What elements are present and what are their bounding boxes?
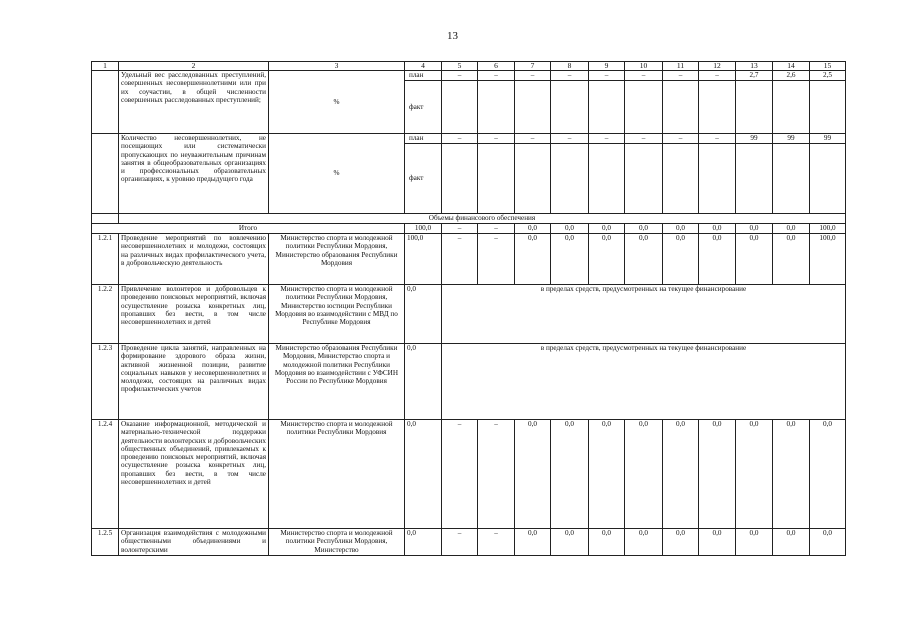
measure-text: Оказание информационной, методической и материально-технической поддержки деятельности волонтерских и добровольческих общественных объединений, привлекаемых к проведению поисковых мероприятий, включая осуществление розыска конкретных лиц, пропавших без вести, в том числе несовершеннолетних и детей xyxy=(119,420,269,529)
plan-value: – xyxy=(625,71,663,81)
header-cell: 13 xyxy=(736,62,773,71)
indicator-plan-row xyxy=(92,71,846,81)
measure-text: Проведение цикла занятий, направленных на формирование здорового образа жизни, активной жизненной позиции, развитие социальных навыков у несовершеннолетних и молодежи, состоящих на различных видах профилактических учетов xyxy=(119,344,269,420)
funding-note: в пределах средств, предусмотренных на текущее финансирование xyxy=(442,344,846,420)
plan-value: – xyxy=(442,134,478,144)
measure-value: 0,0 xyxy=(810,420,846,529)
plan-value: – xyxy=(589,71,625,81)
total-value: 0,0 xyxy=(625,224,663,234)
num-cell xyxy=(92,71,119,134)
measure-value: 0,0 xyxy=(551,420,589,529)
measure-num: 1.2.3 xyxy=(92,344,119,420)
indicator-unit: % xyxy=(269,71,405,134)
measure-text: Привлечение волонтеров и добровольцев к проведению поисковых мероприятий, включая осуществление розыска конкретных лиц, пропавших без вести, в том числе несовершеннолетних и детей xyxy=(119,285,269,344)
plan-value: 99 xyxy=(773,134,810,144)
total-value: 0,0 xyxy=(736,224,773,234)
plan-value: – xyxy=(515,134,551,144)
total-value: 100,0 xyxy=(405,224,442,234)
total-label: Итого xyxy=(92,224,405,234)
header-cell: 7 xyxy=(515,62,551,71)
header-cell: 1 xyxy=(92,62,119,71)
plan-value: – xyxy=(699,134,736,144)
measure-value: 0,0 xyxy=(405,344,442,420)
measure-value: 0,0 xyxy=(773,529,810,556)
measure-value: – xyxy=(442,529,478,556)
measure-value: 0,0 xyxy=(736,420,773,529)
measure-num: 1.2.4 xyxy=(92,420,119,529)
plan-value: – xyxy=(478,71,515,81)
measure-value: 0,0 xyxy=(810,529,846,556)
measure-row xyxy=(92,344,846,420)
total-value: 0,0 xyxy=(699,224,736,234)
header-cell: 4 xyxy=(405,62,442,71)
plan-value: – xyxy=(551,71,589,81)
measure-value: 0,0 xyxy=(625,420,663,529)
measure-value: 100,0 xyxy=(405,234,442,285)
header-cell: 11 xyxy=(663,62,699,71)
measure-value: 0,0 xyxy=(515,529,551,556)
header-cell: 2 xyxy=(119,62,269,71)
plan-value: – xyxy=(551,134,589,144)
header-row xyxy=(92,62,846,71)
plan-value: – xyxy=(478,134,515,144)
measure-executor: Министерство образования Республики Мордовия, Министерство спорта и молодежной политики Республики Мордовия во взаимодействии с УФСИН России по Республике Мордовия xyxy=(269,344,405,420)
measure-value: – xyxy=(478,529,515,556)
total-value: 0,0 xyxy=(663,224,699,234)
measure-value: 0,0 xyxy=(515,420,551,529)
measure-value: 0,0 xyxy=(405,285,442,344)
measure-value: 0,0 xyxy=(589,420,625,529)
plan-value: – xyxy=(663,134,699,144)
measure-value: 0,0 xyxy=(663,420,699,529)
measure-value: 0,0 xyxy=(663,529,699,556)
plan-label: план xyxy=(405,134,442,144)
plan-value: 99 xyxy=(736,134,773,144)
measure-value: 0,0 xyxy=(663,234,699,285)
total-value: 100,0 xyxy=(810,224,846,234)
num-cell xyxy=(92,214,119,224)
measure-num: 1.2.5 xyxy=(92,529,119,556)
program-table xyxy=(91,61,846,556)
measure-value: 0,0 xyxy=(405,420,442,529)
plan-value: – xyxy=(663,71,699,81)
funding-note: в пределах средств, предусмотренных на текущее финансирование xyxy=(442,285,846,344)
measure-row xyxy=(92,234,846,285)
measure-value: – xyxy=(478,234,515,285)
measure-row xyxy=(92,420,846,529)
measure-executor: Министерство спорта и молодежной политики Республики Мордовия, Министерство образования Республики Мордовия xyxy=(269,234,405,285)
measure-value: 0,0 xyxy=(773,234,810,285)
measure-value: 0,0 xyxy=(736,529,773,556)
measure-value: 0,0 xyxy=(405,529,442,556)
header-cell: 10 xyxy=(625,62,663,71)
total-row xyxy=(92,224,846,234)
header-cell: 9 xyxy=(589,62,625,71)
plan-value: 2,5 xyxy=(810,71,846,81)
measure-row xyxy=(92,285,846,344)
measure-value: 0,0 xyxy=(699,420,736,529)
measure-executor: Министерство спорта и молодежной политики Республики Мордовия, Министерство юстиции Республики Мордовия во взаимодействии с МВД по Республике Мордовия xyxy=(269,285,405,344)
measure-value: 0,0 xyxy=(773,420,810,529)
measure-value: – xyxy=(478,420,515,529)
plan-label: план xyxy=(405,71,442,81)
total-value: 0,0 xyxy=(589,224,625,234)
indicator-plan-row xyxy=(92,134,846,144)
num-cell xyxy=(92,134,119,214)
fact-label: факт xyxy=(405,144,442,214)
measure-executor: Министерство спорта и молодежной политики Республики Мордовия xyxy=(269,420,405,529)
plan-value: 2,6 xyxy=(773,71,810,81)
measure-num: 1.2.2 xyxy=(92,285,119,344)
header-cell: 15 xyxy=(810,62,846,71)
plan-value: 2,7 xyxy=(736,71,773,81)
measure-value: 0,0 xyxy=(551,529,589,556)
header-cell: 8 xyxy=(551,62,589,71)
plan-value: – xyxy=(699,71,736,81)
measure-value: 0,0 xyxy=(625,234,663,285)
total-value: 0,0 xyxy=(551,224,589,234)
total-value: – xyxy=(478,224,515,234)
header-cell: 12 xyxy=(699,62,736,71)
measure-executor: Министерство спорта и молодежной политики Республики Мордовия, Министерство xyxy=(269,529,405,556)
measure-text: Проведение мероприятий по вовлечению несовершеннолетних и молодежи, состоящих на различных видах профилактического учета, в добровольческую деятельность xyxy=(119,234,269,285)
page-number: 13 xyxy=(447,30,458,42)
measure-value: 0,0 xyxy=(699,529,736,556)
header-cell: 5 xyxy=(442,62,478,71)
funding-title-row xyxy=(92,214,846,224)
header-cell: 14 xyxy=(773,62,810,71)
plan-value: – xyxy=(442,71,478,81)
measure-value: 100,0 xyxy=(810,234,846,285)
measure-value: – xyxy=(442,420,478,529)
indicator-text: Количество несовершеннолетних, не посещающих или систематически пропускающих по неуважительным причинам занятия в общеобразовательных организациях и профессиональных образовательных организациях, к уровню предыдущего года xyxy=(119,134,269,214)
measure-value: 0,0 xyxy=(515,234,551,285)
plan-value: 99 xyxy=(810,134,846,144)
total-value: – xyxy=(442,224,478,234)
measure-row xyxy=(92,529,846,556)
indicator-text: Удельный вес расследованных преступлений, совершенных несовершеннолетними или при их соучастии, в общей численности совершенных расследованных преступлений; xyxy=(119,71,269,134)
measure-value: 0,0 xyxy=(625,529,663,556)
total-value: 0,0 xyxy=(773,224,810,234)
measure-text: Организация взаимодействия с молодежными общественными объединениями и волонтерскими xyxy=(119,529,269,556)
measure-num: 1.2.1 xyxy=(92,234,119,285)
measure-value: 0,0 xyxy=(589,529,625,556)
measure-value: 0,0 xyxy=(551,234,589,285)
measure-value: 0,0 xyxy=(699,234,736,285)
measure-value: 0,0 xyxy=(736,234,773,285)
plan-value: – xyxy=(625,134,663,144)
plan-value: – xyxy=(515,71,551,81)
measure-value: 0,0 xyxy=(589,234,625,285)
header-cell: 6 xyxy=(478,62,515,71)
funding-title: Объемы финансового обеспечения xyxy=(119,214,846,224)
fact-label: факт xyxy=(405,81,442,134)
measure-value: – xyxy=(442,234,478,285)
indicator-unit: % xyxy=(269,134,405,214)
plan-value: – xyxy=(589,134,625,144)
header-cell: 3 xyxy=(269,62,405,71)
total-value: 0,0 xyxy=(515,224,551,234)
